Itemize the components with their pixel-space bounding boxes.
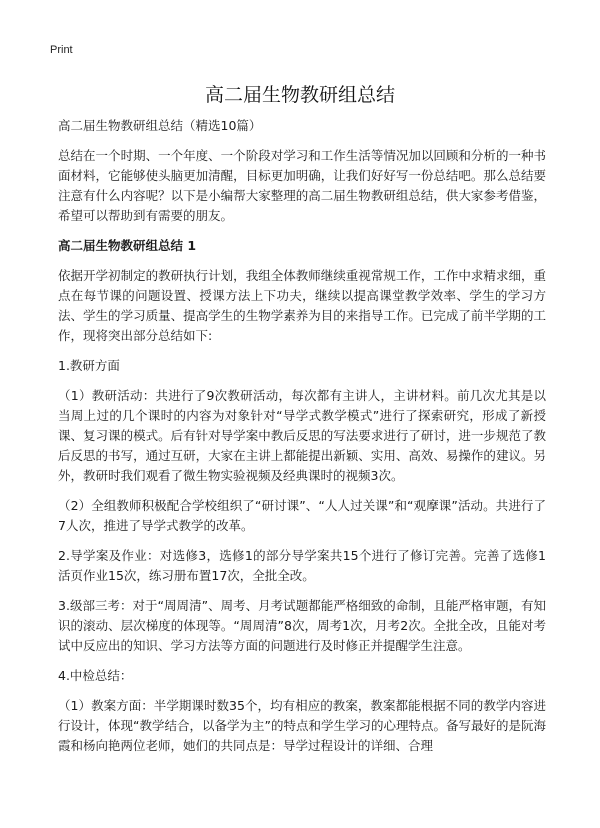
item1-paragraph-1: （1）教研活动：共进行了9次教研活动，每次都有主讲人，主讲材料。前几次尤其是以当周上过的几个课时的内容为对象针对“导学式教学模式”进行了探索研究，形成了新授课、复习课的模式。后有针对导学案中教后反思的写法要求进行了研讨，进一步规范了教后反思的书写，通过互研，大家在主讲上都能提出新颖、实用、高效、易操作的建议。另外，教研时我们观看了微生物实验视频及经典课时的视频3次。: [58, 388, 546, 483]
item1-heading: 1.教研方面: [58, 358, 120, 373]
document-subtitle: 高二届生物教研组总结（精选10篇）: [58, 118, 262, 133]
item1-paragraph-2: （2）全组教师积极配合学校组织了“研讨课”、“人人过关课”和“观摩课”活动。共进行了7人次，推进了导学式教学的改革。: [58, 498, 546, 533]
print-label[interactable]: Print: [50, 44, 73, 56]
item3-paragraph: 3.级部三考：对于“周周清”、周考、月考试题都能严格细致的命制，且能严格审题，有知识的滚动、层次梯度的体现等。“周周清”8次，周考1次，月考2次。全批全改，且能对考试中反应出的知识、学习方法等方面的问题进行及时修正并提醒学生注意。: [58, 598, 546, 653]
section-heading: 高二届生物教研组总结 1: [58, 238, 197, 253]
intro-paragraph: 总结在一个时期、一个年度、一个阶段对学习和工作生活等情况加以回顾和分析的一种书面材料，它能够使头脑更加清醒，目标更加明确，让我们好好写一份总结吧。那么总结要注意有什么内容呢？以下是小编帮大家整理的高二届生物教研组总结，供大家参考借鉴，希望可以帮助到有需要的朋友。: [58, 148, 546, 223]
item4-paragraph-1: （1）教案方面：半学期课时数35个，均有相应的教案，教案都能根据不同的教学内容进行设计，体现“教学结合，以备学为主”的特点和学生学习的心理特点。备写最好的是阮海霞和杨向艳两位老师，她们的共同点是：导学过程设计的详细、合理: [58, 698, 546, 753]
paragraph-plan: 依据开学初制定的教研执行计划，我组全体教师继续重视常规工作，工作中求精求细，重点在每节课的问题设置、授课方法上下功夫，继续以提高课堂教学效率、学生的学习方法、学生的学习质量、提高学生的生物学素养为目的来指导工作。已完成了前半学期的工作，现将突出部分总结如下:: [58, 268, 546, 343]
item4-heading: 4.中检总结：: [58, 668, 133, 683]
document-body: [58, 116, 546, 766]
item2-paragraph: 2.导学案及作业：对选修3，选修1的部分导学案共15个进行了修订完善。完善了选修1活页作业15次，练习册布置17次，全批全改。: [58, 548, 546, 583]
page-title: 高二届生物教研组总结: [204, 84, 395, 106]
